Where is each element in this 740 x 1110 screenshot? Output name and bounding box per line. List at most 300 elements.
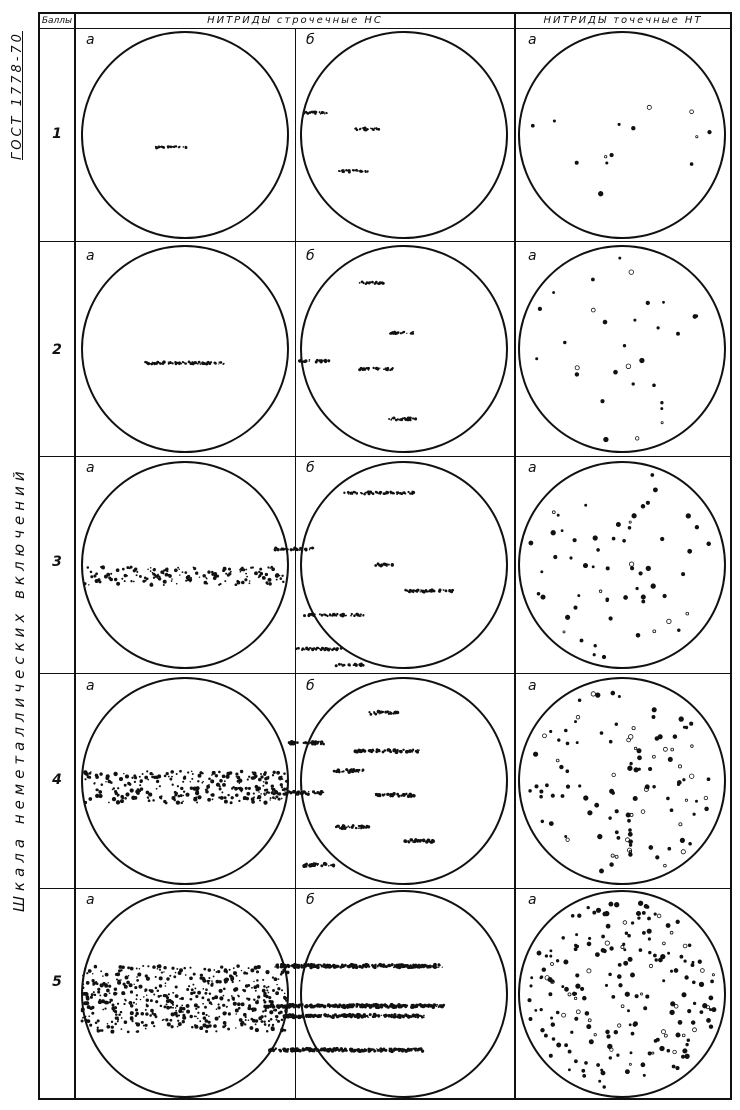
nitride-inclusion (165, 982, 167, 984)
nitride-inclusion (405, 1015, 407, 1017)
nitride-inclusion (145, 974, 148, 977)
nitride-inclusion (335, 826, 338, 829)
nitride-inclusion (88, 584, 89, 585)
nitride-point (585, 504, 587, 506)
nitride-inclusion (367, 490, 370, 493)
nitride-inclusion (179, 363, 181, 365)
nitride-inclusion (224, 1012, 227, 1015)
nitride-inclusion (120, 969, 122, 971)
nitride-inclusion (323, 1005, 327, 1009)
nitride-inclusion (156, 363, 157, 364)
nitride-point (558, 739, 561, 742)
nitride-inclusion (110, 1030, 114, 1034)
nitride-inclusion (255, 1028, 259, 1032)
nitride-inclusion (135, 1014, 138, 1017)
nitride-inclusion (183, 362, 184, 363)
nitride-point (653, 954, 656, 957)
nitride-point (630, 973, 634, 977)
nitride-inclusion (199, 576, 200, 577)
nitride-inclusion (288, 741, 291, 744)
nitride-inclusion (359, 128, 361, 130)
nitride-inclusion (174, 361, 176, 363)
nitride-point (709, 1009, 711, 1011)
nitride-inclusion (193, 973, 196, 976)
nitride-inclusion (84, 1016, 86, 1018)
nitride-inclusion (279, 577, 282, 580)
nitride-inclusion (139, 784, 141, 786)
nitride-point (651, 584, 656, 589)
nitride-inclusion (217, 1006, 220, 1009)
nitride-inclusion (177, 785, 179, 787)
nitride-inclusion (220, 362, 222, 364)
nitride-inclusion (103, 568, 105, 570)
nitride-inclusion (220, 965, 223, 968)
nitride-point (685, 1054, 689, 1058)
nitride-point (617, 1054, 619, 1056)
nitride-inclusion (101, 783, 104, 786)
nitride-inclusion (259, 568, 262, 571)
nitride-inclusion (429, 1004, 433, 1008)
nitride-inclusion (263, 985, 266, 988)
nitride-inclusion (335, 1050, 337, 1052)
nitride-point (656, 856, 659, 859)
nitride-inclusion (268, 1020, 270, 1022)
nitride-inclusion (371, 128, 373, 130)
nitride-inclusion (327, 1014, 329, 1016)
field-circle (82, 462, 288, 668)
nitride-inclusion (407, 1049, 409, 1051)
nitride-inclusion (255, 990, 257, 992)
nitride-inclusion (252, 771, 254, 773)
nitride-point (594, 1034, 596, 1036)
nitride-point (628, 766, 633, 771)
nitride-inclusion (280, 1011, 283, 1014)
nitride-point (576, 974, 579, 977)
nitride-point (551, 530, 556, 535)
nitride-inclusion (334, 1048, 336, 1050)
nitride-inclusion (374, 127, 376, 129)
nitride-inclusion (219, 996, 223, 1000)
nitride-point (535, 785, 538, 788)
nitride-point (614, 902, 619, 907)
nitride-point (556, 960, 559, 963)
nitride-point (652, 755, 655, 758)
nitride-point (638, 901, 643, 906)
nitride-inclusion (338, 170, 340, 172)
nitride-inclusion (298, 964, 300, 966)
nitride-inclusion (218, 771, 221, 774)
nitride-inclusion (204, 581, 208, 585)
nitride-inclusion (416, 589, 418, 591)
nitride-inclusion (93, 574, 96, 577)
nitride-inclusion (248, 776, 250, 778)
nitride-point (642, 600, 645, 603)
nitride-point (653, 488, 657, 492)
nitride-inclusion (243, 971, 246, 974)
nitride-point (671, 748, 674, 751)
nitride-point (596, 693, 600, 697)
nitride-inclusion (246, 576, 248, 578)
nitride-inclusion (82, 983, 84, 985)
nitride-inclusion (241, 1002, 245, 1006)
nitride-inclusion (117, 795, 119, 797)
nitride-point (564, 729, 567, 732)
nitride-inclusion (258, 571, 260, 573)
nitride-point (646, 906, 649, 909)
nitride-point (673, 1050, 677, 1054)
nitride-inclusion (165, 569, 168, 572)
nitride-inclusion (172, 784, 174, 786)
nitride-inclusion (162, 1019, 164, 1021)
nitride-point (661, 422, 663, 424)
nitride-inclusion (152, 799, 155, 802)
nitride-point (593, 654, 595, 656)
nitride-inclusion (313, 613, 315, 615)
nitride-point (652, 715, 655, 718)
nitride-inclusion (322, 743, 325, 746)
nitride-inclusion (245, 1019, 247, 1021)
nitride-inclusion (104, 993, 108, 997)
nitride-inclusion (181, 997, 184, 1000)
nitride-inclusion (227, 999, 230, 1002)
nitride-point (610, 153, 613, 156)
nitride-inclusion (393, 713, 394, 714)
nitride-inclusion (310, 111, 312, 113)
nitride-inclusion (214, 361, 217, 364)
nitride-inclusion (113, 772, 117, 776)
nitride-inclusion (334, 965, 336, 967)
nitride-point (549, 1054, 552, 1057)
nitride-point (568, 1050, 571, 1053)
nitride-point (566, 742, 569, 745)
nitride-point (685, 976, 689, 980)
nitride-inclusion (347, 491, 350, 494)
nitride-point (557, 1043, 561, 1047)
nitride-inclusion (146, 1004, 149, 1007)
nitride-inclusion (382, 283, 383, 284)
nitride-inclusion (136, 968, 138, 970)
nitride-point (561, 794, 564, 797)
nitride-inclusion (337, 1005, 340, 1008)
nitride-point (614, 1030, 618, 1034)
nitride-inclusion (136, 571, 138, 573)
nitride-point (597, 1064, 600, 1067)
nitride-point (692, 961, 694, 963)
nitride-inclusion (395, 965, 399, 969)
nitride-inclusion (290, 548, 293, 551)
nitride-inclusion (415, 1005, 418, 1008)
nitride-inclusion (298, 1004, 300, 1006)
nitride-inclusion (86, 972, 88, 974)
nitride-inclusion (363, 1014, 366, 1017)
nitride-inclusion (272, 569, 274, 571)
nitride-inclusion (310, 865, 313, 868)
nitride-inclusion (219, 788, 222, 791)
nitride-inclusion (202, 781, 203, 782)
nitride-point (549, 822, 553, 826)
nitride-point (641, 595, 645, 599)
nitride-inclusion (397, 794, 399, 796)
nitride-inclusion (395, 1007, 396, 1008)
nitride-inclusion (81, 1007, 85, 1011)
nitride-inclusion (192, 984, 194, 986)
nitride-inclusion (362, 1004, 365, 1007)
score-4: 4 (52, 772, 62, 788)
nitride-inclusion (404, 418, 407, 421)
nitride-inclusion (356, 613, 359, 616)
nitride-inclusion (267, 986, 269, 988)
nitride-inclusion (149, 363, 151, 365)
nitride-inclusion (383, 1048, 385, 1050)
nitride-inclusion (253, 999, 255, 1001)
nitride-inclusion (184, 571, 187, 574)
nitride-inclusion (192, 773, 194, 775)
nitride-point (712, 974, 714, 976)
nitride-point (629, 270, 634, 275)
nitride-inclusion (174, 1012, 178, 1016)
nitride-inclusion (319, 614, 321, 616)
nitride-inclusion (198, 361, 200, 363)
cell-letter: а (528, 892, 537, 908)
nitride-inclusion (199, 771, 202, 774)
nitride-inclusion (108, 780, 112, 784)
nitride-inclusion (248, 787, 251, 790)
nitride-point (528, 999, 531, 1002)
nitride-inclusion (273, 1009, 275, 1011)
nitride-inclusion (263, 793, 265, 795)
nitride-inclusion (342, 169, 345, 172)
nitride-inclusion (92, 973, 94, 975)
nitride-inclusion (332, 863, 336, 867)
nitride-inclusion (326, 614, 327, 615)
nitride-inclusion (361, 281, 364, 284)
nitride-point (629, 562, 633, 566)
nitride-point (563, 631, 565, 633)
nitride-point (649, 964, 652, 967)
nitride-inclusion (405, 750, 409, 754)
nitride-point (612, 537, 615, 540)
nitride-inclusion (383, 793, 385, 795)
nitride-inclusion (156, 780, 159, 783)
nitride-inclusion (417, 839, 420, 842)
nitride-inclusion (281, 798, 283, 800)
nitride-inclusion (419, 1003, 422, 1006)
nitride-inclusion (183, 967, 186, 970)
nitride-inclusion (303, 743, 304, 744)
nitride-inclusion (374, 564, 377, 567)
nitride-inclusion (270, 1000, 274, 1004)
nitride-inclusion (328, 1004, 330, 1006)
nitride-inclusion (205, 1030, 208, 1033)
nitride-inclusion (163, 966, 166, 969)
nitride-inclusion (312, 1050, 315, 1053)
nitride-inclusion (266, 776, 270, 780)
nitride-inclusion (146, 998, 149, 1001)
nitride-inclusion (360, 827, 362, 829)
nitride-inclusion (114, 578, 117, 581)
nitride-point (623, 539, 626, 542)
nitride-inclusion (254, 571, 258, 575)
nitride-inclusion (307, 648, 309, 650)
nitride-point (629, 853, 633, 857)
nitride-inclusion (257, 787, 261, 791)
nitride-point (648, 1052, 651, 1055)
nitride-inclusion (355, 769, 358, 772)
nitride-inclusion (295, 792, 299, 796)
nitride-inclusion (383, 369, 384, 370)
nitride-inclusion (203, 979, 206, 982)
nitride-inclusion (197, 363, 199, 365)
nitride-inclusion (198, 774, 202, 778)
nitride-inclusion (251, 987, 253, 989)
nitride-inclusion (124, 999, 126, 1001)
nitride-point (564, 960, 568, 964)
nitride-point (609, 1057, 612, 1060)
nitride-inclusion (241, 970, 242, 971)
nitride-inclusion (320, 864, 323, 867)
nitride-point (531, 124, 534, 127)
nitride-point (578, 699, 581, 702)
nitride-inclusion (209, 992, 211, 994)
nitride-inclusion (384, 749, 386, 751)
nitride-inclusion (169, 146, 171, 148)
nitride-inclusion (377, 283, 378, 284)
nitride-inclusion (246, 792, 250, 796)
nitride-point (575, 161, 578, 164)
nitride-inclusion (283, 996, 286, 999)
nitride-inclusion (228, 1012, 231, 1015)
nitride-inclusion (421, 1050, 424, 1053)
nitride-point (610, 947, 614, 951)
nitride-point (693, 813, 695, 815)
nitride-point (615, 810, 618, 813)
nitride-inclusion (316, 1050, 318, 1052)
nitride-inclusion (409, 793, 410, 794)
nitride-inclusion (182, 146, 184, 148)
nitride-inclusion (281, 548, 283, 550)
nitride-inclusion (171, 362, 173, 364)
side-caption (8, 12, 38, 1100)
nitride-inclusion (429, 841, 431, 843)
nitride-point (580, 987, 583, 990)
nitride-point (587, 906, 590, 909)
nitride-inclusion (347, 169, 349, 171)
nitride-inclusion (259, 799, 261, 801)
nitride-inclusion (118, 1014, 121, 1017)
nitride-point (598, 191, 603, 196)
nitride-inclusion (106, 989, 110, 993)
nitride-inclusion (247, 998, 250, 1001)
nitride-inclusion (406, 590, 408, 592)
nitride-inclusion (146, 770, 148, 772)
nitride-inclusion (353, 769, 355, 771)
nitride-inclusion (309, 966, 313, 970)
nitride-inclusion (112, 1004, 115, 1007)
nitride-inclusion (397, 1003, 401, 1007)
nitride-inclusion (362, 127, 363, 128)
nitride-inclusion (185, 363, 187, 365)
nitride-point (541, 820, 544, 823)
nitride-point (634, 747, 636, 749)
nitride-inclusion (84, 1019, 87, 1022)
nitride-point (578, 595, 580, 597)
nitride-point (591, 692, 595, 696)
nitride-inclusion (321, 647, 323, 649)
nitride-inclusion (274, 977, 278, 981)
nitride-inclusion (451, 589, 454, 592)
nitride-inclusion (142, 580, 145, 583)
nitride-inclusion (311, 546, 314, 549)
nitride-inclusion (182, 781, 184, 783)
nitride-inclusion (262, 576, 266, 580)
nitride-inclusion (360, 367, 363, 370)
nitride-inclusion (377, 965, 379, 967)
nitride-inclusion (191, 361, 193, 363)
nitride-inclusion (361, 751, 363, 753)
nitride-inclusion (389, 965, 391, 967)
nitride-inclusion (104, 1007, 106, 1009)
nitride-point (625, 992, 629, 996)
nitride-point (531, 977, 533, 979)
nitride-inclusion (116, 801, 119, 804)
nitride-point (632, 383, 635, 386)
nitride-inclusion (150, 363, 153, 366)
nitride-inclusion (331, 649, 334, 652)
nitride-point (632, 514, 636, 518)
nitride-inclusion (226, 775, 230, 779)
nitride-inclusion (432, 839, 434, 841)
nitride-point (603, 949, 606, 952)
nitride-inclusion (369, 1013, 372, 1016)
nitride-inclusion (119, 777, 123, 781)
nitride-inclusion (351, 613, 353, 615)
nitride-inclusion (353, 614, 356, 617)
nitride-inclusion (380, 795, 381, 796)
nitride-inclusion (264, 1005, 266, 1007)
nitride-point (690, 110, 694, 114)
nitride-inclusion (281, 575, 283, 577)
nitride-inclusion (335, 664, 338, 667)
nitride-inclusion (336, 613, 338, 615)
nitride-point (576, 934, 578, 936)
nitride-inclusion (170, 1006, 173, 1009)
nitride-inclusion (305, 863, 308, 866)
nitride-inclusion (189, 967, 191, 969)
nitride-inclusion (125, 792, 129, 796)
nitride-inclusion (202, 1003, 204, 1005)
nitride-inclusion (114, 1010, 117, 1013)
nitride-point (572, 992, 576, 996)
nitride-inclusion (178, 971, 182, 975)
nitride-point (634, 768, 638, 772)
nitride-inclusion (304, 1005, 308, 1009)
nitride-point (609, 817, 612, 820)
nitride-point (550, 730, 552, 732)
field-2-3 (519, 246, 725, 452)
nitride-inclusion (204, 1006, 207, 1009)
nitride-inclusion (202, 988, 204, 990)
nitride-point (609, 740, 612, 743)
nitride-point (536, 358, 538, 360)
nitride-inclusion (367, 1017, 369, 1019)
nitride-inclusion (436, 1004, 438, 1006)
nitride-inclusion (236, 776, 238, 778)
nitride-point (565, 835, 567, 837)
nitride-inclusion (393, 967, 395, 969)
nitride-inclusion (194, 1003, 198, 1007)
nitride-point (646, 566, 651, 571)
nitride-inclusion (118, 965, 122, 969)
